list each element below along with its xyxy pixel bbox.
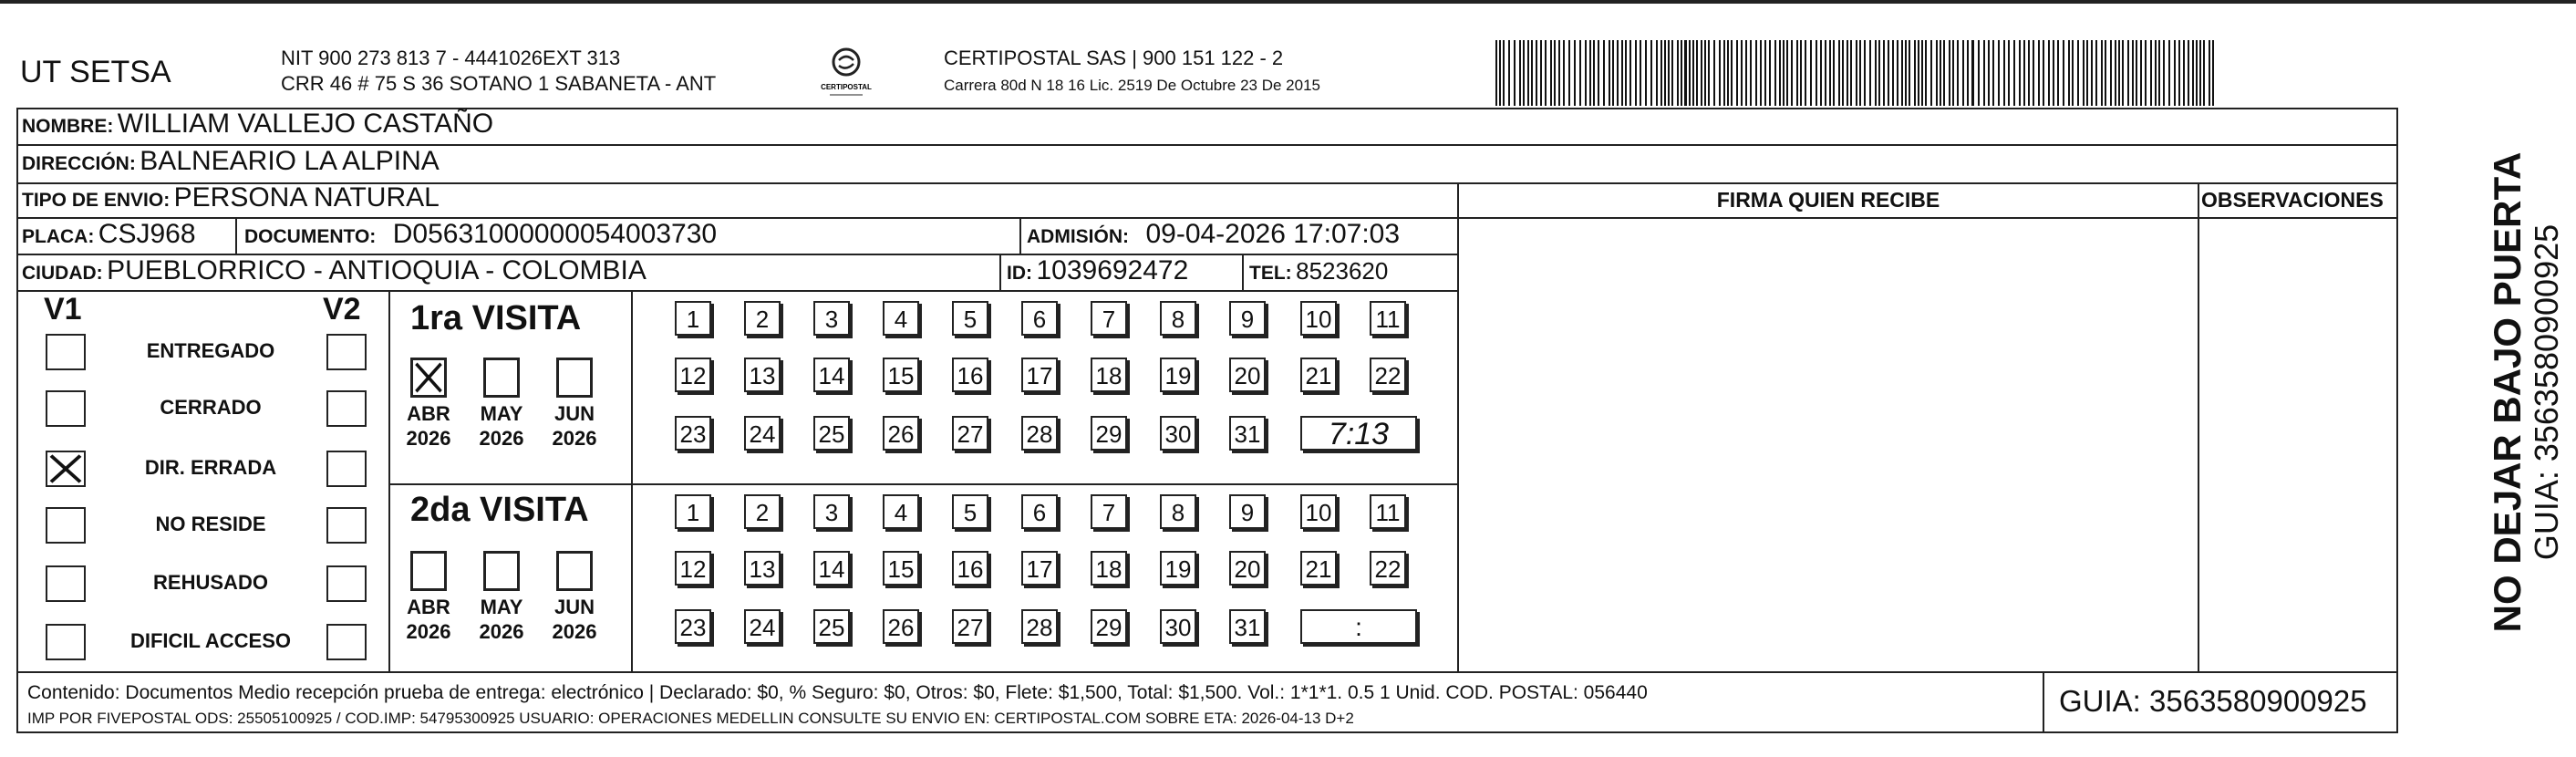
visit1-day-box[interactable]: 17: [1021, 358, 1058, 392]
barcode-bar: [2083, 40, 2085, 106]
visit2-day-box[interactable]: 1: [675, 494, 711, 529]
visit2-day-box[interactable]: 2: [744, 494, 781, 529]
admision-row: [1027, 219, 1400, 250]
barcode-bar: [1598, 40, 1599, 106]
barcode-bar: [1664, 40, 1666, 106]
visit1-month-label: MAY 2026: [479, 402, 524, 450]
placa-value: CSJ968: [98, 219, 196, 249]
visit2-month-label: JUN 2026: [552, 596, 597, 643]
visit2-day-box[interactable]: 4: [883, 494, 919, 529]
id-label: ID:: [1007, 263, 1032, 284]
barcode-bar: [1833, 40, 1835, 106]
admision-label: ADMISIÓN:: [1027, 226, 1129, 247]
visit1-day-box[interactable]: 2: [744, 301, 781, 336]
visit1-day-box[interactable]: 13: [744, 358, 781, 392]
barcode-bar: [1629, 40, 1631, 106]
barcode-bar: [2140, 40, 2142, 106]
barcode-bar: [1914, 40, 1916, 106]
v2-checkbox[interactable]: [326, 334, 367, 370]
nombre-label: NOMBRE:: [22, 116, 114, 137]
barcode-bar: [2178, 40, 2180, 106]
v1-checkbox[interactable]: [46, 507, 86, 544]
barcode-bar: [1901, 40, 1903, 106]
barcode-bar: [2019, 40, 2021, 106]
barcode-bar: [2028, 40, 2030, 106]
visit2-day-box[interactable]: 18: [1091, 551, 1127, 586]
visit2-day-box[interactable]: 30: [1160, 609, 1196, 644]
visit2-day-box[interactable]: 3: [813, 494, 850, 529]
visit2-day-box[interactable]: 23: [675, 609, 711, 644]
barcode-bar: [2127, 40, 2129, 106]
barcode-bar: [1909, 40, 1910, 106]
barcode-bar: [1892, 40, 1894, 106]
barcode-bar: [1677, 40, 1679, 106]
v1-checkbox[interactable]: [46, 390, 86, 427]
nombre-value: WILLIAM VALLEJO CASTAÑO: [117, 109, 494, 139]
barcode-bar: [1791, 40, 1793, 106]
barcode-bar: [2183, 40, 2185, 106]
barcode-bar: [2091, 40, 2093, 106]
footer-contenido: Contenido: Documentos Medio recepción prueba de entrega: electrónico | Declarado: $0, % Seguro: $0, Otros: $0, Flete: $1,500, Total: $1,500. Vol.: 1*1*1. 0.5 1 Unid. COD. POSTAL: 056440: [27, 682, 1648, 703]
visit1-month-checkbox[interactable]: [410, 358, 447, 398]
barcode-bar: [2057, 40, 2059, 106]
barcode-bar: [1936, 40, 1938, 106]
barcode-bar: [1696, 40, 1698, 106]
barcode-bar: [1621, 40, 1623, 106]
barcode-bar: [1585, 40, 1587, 106]
barcode-bar: [2072, 40, 2074, 106]
v2-checkbox[interactable]: [326, 507, 367, 544]
v2-checkbox[interactable]: [326, 451, 367, 487]
visit2-title: 2da VISITA: [410, 491, 589, 529]
status-option-label: ENTREGADO: [146, 339, 275, 362]
visit1-month-checkbox[interactable]: [483, 358, 520, 398]
barcode-bar: [1983, 40, 1985, 106]
barcode-bar: [1957, 40, 1959, 106]
tel-value: 8523620: [1296, 257, 1389, 285]
barcode-bar: [1609, 40, 1610, 106]
barcode-bar: [1527, 40, 1529, 106]
barcode-bar: [1816, 40, 1817, 106]
id-row: [1007, 255, 1188, 286]
visit2-day-box[interactable]: 5: [952, 494, 988, 529]
barcode-bar: [1949, 40, 1950, 106]
barcode-bar: [1988, 40, 1990, 106]
visit1-day-box[interactable]: 6: [1021, 301, 1058, 336]
barcode-bar: [1897, 40, 1898, 106]
barcode-bar: [1692, 40, 1694, 106]
visit1-month-label: ABR 2026: [406, 402, 451, 450]
ciudad-value: PUEBLORRICO - ANTIOQUIA - COLOMBIA: [107, 255, 647, 285]
documento-label: DOCUMENTO:: [244, 226, 377, 247]
v2-header: V2: [323, 292, 361, 327]
barcode-bar: [1495, 40, 1497, 106]
visit2-day-box[interactable]: 10: [1300, 494, 1337, 529]
barcode-bar: [1503, 40, 1505, 106]
barcode-bar: [1769, 40, 1771, 106]
barcode-bar: [1838, 40, 1840, 106]
barcode-bar: [1531, 40, 1533, 106]
barcode-bar: [1905, 40, 1907, 106]
visit2-month-label: ABR 2026: [406, 596, 451, 643]
barcode-bar: [2145, 40, 2147, 106]
visit1-day-box[interactable]: 22: [1370, 358, 1406, 392]
visit1-day-box[interactable]: 5: [952, 301, 988, 336]
documento-row: [244, 219, 717, 250]
barcode-bar: [1978, 40, 1980, 106]
status-option-label: CERRADO: [160, 396, 262, 419]
company-name: UT SETSA: [20, 55, 171, 89]
barcode-bar: [1869, 40, 1871, 106]
barcode-bar: [1603, 40, 1605, 106]
top-border: [0, 0, 2576, 4]
status-option-label: DIR. ERRADA: [144, 456, 277, 479]
ciudad-label: CIUDAD:: [22, 263, 103, 284]
direccion-row: [22, 146, 440, 177]
barcode-bar: [2053, 40, 2054, 106]
visit1-day-box[interactable]: 9: [1229, 301, 1266, 336]
visit1-day-box[interactable]: 12: [675, 358, 711, 392]
barcode-bar: [1962, 40, 1964, 106]
barcode-bar: [1998, 40, 2000, 106]
barcode-bar: [1660, 40, 1662, 106]
visit2-month-checkbox[interactable]: [410, 551, 447, 591]
ciudad-row: [22, 255, 647, 286]
barcode-bar: [2105, 40, 2106, 106]
visit2-day-box[interactable]: 11: [1370, 494, 1406, 529]
barcode-bar: [1671, 40, 1673, 106]
visit1-day-box[interactable]: 23: [675, 416, 711, 451]
barcode-bar: [2132, 40, 2134, 106]
barcode-bar: [1593, 40, 1595, 106]
barcode-bar: [1829, 40, 1831, 106]
barcode: [1495, 40, 2225, 106]
barcode-bar: [1563, 40, 1565, 106]
barcode-bar: [1650, 40, 1652, 106]
barcode-bar: [2174, 40, 2176, 106]
barcode-bar: [1764, 40, 1766, 106]
barcode-bar: [2196, 40, 2198, 106]
visit2-time-box[interactable]: :: [1300, 609, 1417, 644]
barcode-bar: [2086, 40, 2088, 106]
certipostal-logo: [821, 42, 872, 100]
visit2-month-checkbox[interactable]: [556, 551, 593, 591]
barcode-bar: [1568, 40, 1570, 106]
visit2-day-box[interactable]: 26: [883, 609, 919, 644]
barcode-bar: [1668, 40, 1670, 106]
barcode-bar: [1859, 40, 1861, 106]
barcode-bar: [1684, 40, 1687, 106]
barcode-bar: [1796, 40, 1798, 106]
barcode-bar: [1825, 40, 1826, 106]
visit1-day-box[interactable]: 4: [883, 301, 919, 336]
barcode-bar: [1921, 40, 1923, 106]
barcode-bar: [1635, 40, 1637, 106]
barcode-bar: [1689, 40, 1691, 106]
barcode-bar: [2188, 40, 2189, 106]
barcode-bar: [1645, 40, 1647, 106]
visit1-day-box[interactable]: 16: [952, 358, 988, 392]
visit2-day-box[interactable]: 17: [1021, 551, 1058, 586]
barcode-bar: [1550, 40, 1552, 106]
visit2-month-label: MAY 2026: [479, 596, 524, 643]
firma-header: FIRMA QUIEN RECIBE: [1716, 188, 1940, 212]
barcode-bar: [1992, 40, 1994, 106]
barcode-bar: [1640, 40, 1641, 106]
barcode-bar: [2101, 40, 2103, 106]
barcode-bar: [2048, 40, 2050, 106]
barcode-bar: [1940, 40, 1941, 106]
visit2-day-box[interactable]: 21: [1300, 551, 1337, 586]
barcode-bar: [2003, 40, 2005, 106]
visit1-day-box[interactable]: 27: [952, 416, 988, 451]
svg-text:CERTIPOSTAL: CERTIPOSTAL: [821, 83, 872, 91]
barcode-bar: [2158, 40, 2160, 106]
barcode-bar: [1656, 40, 1658, 106]
tipo-value: PERSONA NATURAL: [173, 182, 440, 213]
barcode-bar: [1625, 40, 1627, 106]
nit-text: NIT 900 273 813 7 - 4441026EXT 313: [281, 47, 621, 69]
side-guia: GUIA: 3563580900925: [2528, 223, 2565, 561]
direccion-value: BALNEARIO LA ALPINA: [140, 146, 440, 176]
barcode-bar: [1850, 40, 1852, 106]
barcode-bar: [2008, 40, 2010, 106]
certipostal-license: Carrera 80d N 18 16 Lic. 2519 De Octubre 23 De 2015: [944, 77, 1320, 94]
v1-checkbox[interactable]: [46, 334, 86, 370]
tipo-label: TIPO DE ENVIO:: [22, 190, 171, 211]
visit1-month-checkbox[interactable]: [556, 358, 593, 398]
barcode-bar: [1779, 40, 1781, 106]
barcode-bar: [2209, 40, 2210, 106]
footer-imp: IMP POR FIVEPOSTAL ODS: 25505100925 / COD.IMP: 54795300925 USUARIO: OPERACIONES MEDELLIN CONSULTE SU ENVIO EN: CERTIPOSTAL.COM SOBRE ETA: 2026-04-13 D+2: [27, 710, 1354, 727]
visit2-day-box[interactable]: 31: [1229, 609, 1266, 644]
tipo-row: [22, 182, 440, 213]
visit1-day-box[interactable]: 19: [1160, 358, 1196, 392]
barcode-bar: [2115, 40, 2116, 106]
visit2-day-box[interactable]: 15: [883, 551, 919, 586]
visit2-day-box[interactable]: 19: [1160, 551, 1196, 586]
barcode-bar: [1943, 40, 1945, 106]
barcode-bar: [2063, 40, 2064, 106]
barcode-bar: [1523, 40, 1525, 106]
barcode-bar: [1612, 40, 1614, 106]
visit1-day-box[interactable]: 31: [1229, 416, 1266, 451]
visit2-day-box[interactable]: 7: [1091, 494, 1127, 529]
barcode-bar: [1617, 40, 1619, 106]
visit1-day-box[interactable]: 24: [744, 416, 781, 451]
status-option-label: DIFICIL ACCESO: [129, 629, 291, 652]
visit1-day-box[interactable]: 3: [813, 301, 850, 336]
barcode-bar: [2203, 40, 2205, 106]
barcode-bar: [1727, 40, 1729, 106]
barcode-bar: [1864, 40, 1866, 106]
barcode-bar: [1558, 40, 1560, 106]
barcode-bar: [1750, 40, 1752, 106]
barcode-bar: [1708, 40, 1710, 106]
tel-label: TEL:: [1249, 263, 1292, 284]
barcode-bar: [2023, 40, 2025, 106]
v1-checkbox[interactable]: [46, 624, 86, 660]
visit1-day-box[interactable]: 26: [883, 416, 919, 451]
visit1-day-box[interactable]: 30: [1160, 416, 1196, 451]
barcode-bar: [1783, 40, 1785, 106]
visit2-day-box[interactable]: 13: [744, 551, 781, 586]
barcode-bar: [2118, 40, 2120, 106]
visit1-month-label: JUN 2026: [552, 402, 597, 450]
nombre-row: [22, 109, 493, 140]
barcode-bar: [2038, 40, 2040, 106]
barcode-bar: [2155, 40, 2157, 106]
barcode-bar: [1574, 40, 1576, 106]
barcode-bar: [1800, 40, 1802, 106]
barcode-bar: [2043, 40, 2044, 106]
barcode-bar: [1888, 40, 1889, 106]
barcode-bar: [1701, 40, 1702, 106]
barcode-bar: [2168, 40, 2170, 106]
barcode-bar: [1723, 40, 1725, 106]
observaciones-header: OBSERVACIONES: [2201, 188, 2384, 212]
footer-guia: GUIA: 3563580900925: [2059, 684, 2367, 718]
visit2-day-box[interactable]: 6: [1021, 494, 1058, 529]
visit1-day-box[interactable]: 29: [1091, 416, 1127, 451]
v1-checkbox[interactable]: [46, 565, 86, 602]
visit2-month-checkbox[interactable]: [483, 551, 520, 591]
barcode-bar: [2110, 40, 2112, 106]
barcode-bar: [2122, 40, 2124, 106]
status-option-label: REHUSADO: [153, 571, 268, 594]
visit1-day-box[interactable]: 7: [1091, 301, 1127, 336]
barcode-bar: [1719, 40, 1721, 106]
visit2-day-box[interactable]: 25: [813, 609, 850, 644]
barcode-bar: [1745, 40, 1747, 106]
barcode-bar: [1755, 40, 1757, 106]
barcode-bar: [1930, 40, 1932, 106]
barcode-bar: [1536, 40, 1537, 106]
documento-value: D05631000000054003730: [392, 219, 718, 249]
visit2-day-box[interactable]: 28: [1021, 609, 1058, 644]
placa-row: [22, 219, 196, 250]
barcode-bar: [1971, 40, 1974, 106]
visit1-day-box[interactable]: 18: [1091, 358, 1127, 392]
barcode-bar: [1805, 40, 1806, 106]
visit1-day-box[interactable]: 1: [675, 301, 711, 336]
visit2-day-box[interactable]: 9: [1229, 494, 1266, 529]
visit2-day-box[interactable]: 29: [1091, 609, 1127, 644]
barcode-bar: [1589, 40, 1591, 106]
barcode-bar: [1741, 40, 1743, 106]
visit1-day-box[interactable]: 20: [1229, 358, 1266, 392]
barcode-bar: [1499, 40, 1501, 106]
visit1-day-box[interactable]: 15: [883, 358, 919, 392]
barcode-bar: [1842, 40, 1844, 106]
barcode-bar: [1774, 40, 1776, 106]
barcode-bar: [1820, 40, 1822, 106]
visit1-title: 1ra VISITA: [410, 299, 582, 337]
barcode-bar: [2095, 40, 2097, 106]
barcode-bar: [1579, 40, 1581, 106]
barcode-bar: [1760, 40, 1762, 106]
barcode-bar: [2150, 40, 2152, 106]
barcode-bar: [1508, 40, 1510, 106]
barcode-bar: [1704, 40, 1706, 106]
v2-checkbox[interactable]: [326, 565, 367, 602]
visit2-day-box[interactable]: 22: [1370, 551, 1406, 586]
barcode-bar: [1736, 40, 1738, 106]
barcode-bar: [1810, 40, 1812, 106]
admision-value: 09-04-2026 17:07:03: [1145, 219, 1401, 249]
visit2-day-box[interactable]: 8: [1160, 494, 1196, 529]
visit1-day-box[interactable]: 8: [1160, 301, 1196, 336]
visit1-day-box[interactable]: 10: [1300, 301, 1337, 336]
visit1-time-box[interactable]: 7:13: [1300, 416, 1417, 451]
barcode-bar: [2136, 40, 2137, 106]
company-address: CRR 46 # 75 S 36 SOTANO 1 SABANETA - ANT: [281, 72, 717, 95]
v1-checkbox[interactable]: [46, 451, 86, 487]
v2-checkbox[interactable]: [326, 624, 367, 660]
barcode-bar: [1952, 40, 1954, 106]
visit2-day-box[interactable]: 14: [813, 551, 850, 586]
barcode-bar: [1878, 40, 1880, 106]
barcode-bar: [2077, 40, 2079, 106]
visit2-day-box[interactable]: 24: [744, 609, 781, 644]
direccion-label: DIRECCIÓN:: [22, 153, 136, 174]
barcode-bar: [2163, 40, 2165, 106]
visit1-day-box[interactable]: 11: [1370, 301, 1406, 336]
barcode-bar: [1883, 40, 1885, 106]
side-warning: NO DEJAR BAJO PUERTA: [2486, 151, 2529, 633]
visit2-day-box[interactable]: 27: [952, 609, 988, 644]
barcode-bar: [1967, 40, 1969, 106]
barcode-bar: [1519, 40, 1521, 106]
barcode-bar: [2013, 40, 2015, 106]
certipostal-name: CERTIPOSTAL SAS | 900 151 122 - 2: [944, 47, 1284, 69]
barcode-bar: [1856, 40, 1857, 106]
tel-row: [1249, 257, 1388, 285]
status-option-label: NO RESIDE: [155, 513, 266, 535]
barcode-bar: [1731, 40, 1733, 106]
barcode-bar: [1540, 40, 1542, 106]
barcode-bar: [1681, 40, 1682, 106]
barcode-bar: [1554, 40, 1556, 106]
visit1-day-box[interactable]: 28: [1021, 416, 1058, 451]
barcode-bar: [1918, 40, 1919, 106]
barcode-bar: [2212, 40, 2214, 106]
barcode-bar: [1514, 40, 1516, 106]
barcode-bar: [1925, 40, 1927, 106]
barcode-bar: [1713, 40, 1715, 106]
barcode-bar: [1786, 40, 1788, 106]
visit2-day-box[interactable]: 16: [952, 551, 988, 586]
barcode-bar: [1545, 40, 1547, 106]
barcode-bar: [2192, 40, 2194, 106]
visit1-day-box[interactable]: 14: [813, 358, 850, 392]
id-value: 1039692472: [1036, 255, 1189, 285]
barcode-bar: [2033, 40, 2034, 106]
placa-label: PLACA:: [22, 226, 95, 247]
visit2-day-box[interactable]: 12: [675, 551, 711, 586]
visit1-day-box[interactable]: 25: [813, 416, 850, 451]
barcode-bar: [1847, 40, 1848, 106]
v2-checkbox[interactable]: [326, 390, 367, 427]
barcode-bar: [1875, 40, 1877, 106]
barcode-bar: [2199, 40, 2201, 106]
visit1-day-box[interactable]: 21: [1300, 358, 1337, 392]
barcode-bar: [2068, 40, 2070, 106]
visit2-day-box[interactable]: 20: [1229, 551, 1266, 586]
v1-header: V1: [44, 292, 82, 327]
